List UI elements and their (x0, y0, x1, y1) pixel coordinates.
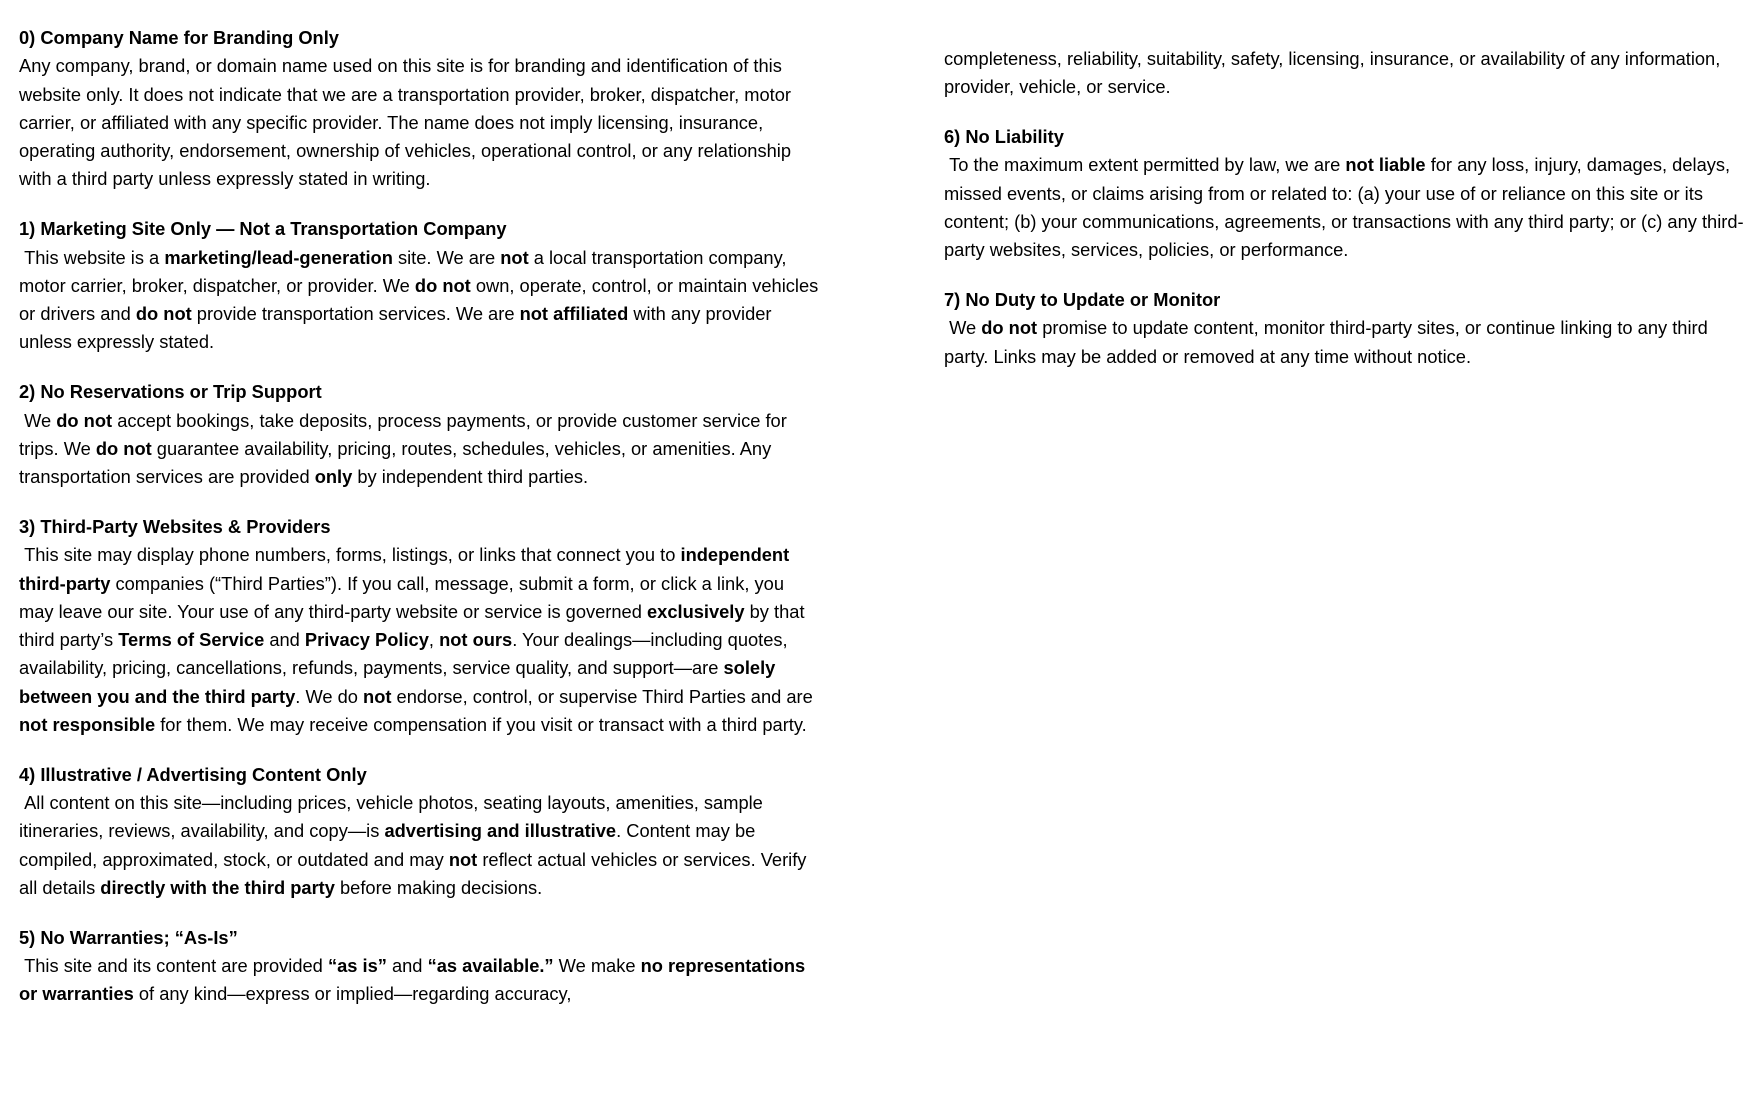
text-run: . We do (295, 685, 364, 707)
text-run-bold: not (500, 246, 529, 268)
text-run: . Your dealings—including quotes, availability, pricing, cancellations, refunds, payments, service quality, and support—are (19, 629, 793, 679)
text-run-bold: not (448, 848, 478, 870)
text-run: provide transportation services. We are (191, 303, 520, 325)
text-run: and (264, 629, 305, 651)
text-run: endorse, control, or supervise Third Parties and are (391, 685, 818, 707)
text-run-bold: do not (56, 409, 113, 431)
text-run-bold: Privacy Policy (304, 629, 429, 651)
text-run-bold: not ours (439, 629, 513, 651)
section-heading: 6) No Liability (944, 126, 1064, 148)
text-run-bold: solely between you and the third party (19, 657, 781, 707)
text-run-bold: not (363, 685, 392, 707)
text-run-bold: do not (95, 437, 152, 459)
text-run: for any loss, injury, damages, delays, missed events, or claims arising from or related to: (a) your use of or reliance on this site or its content; (b) your communications, agreements, or transactions with any third party; or (c) any third-party websites, services, policies, or performance. (944, 154, 1744, 261)
text-run-bold: marketing/lead-generation (164, 246, 393, 268)
section-heading: 1) Marketing Site Only — Not a Transportation Company (19, 218, 507, 240)
section (944, 123, 1747, 264)
text-run: site. We are (392, 246, 501, 268)
section-paragraph (19, 541, 822, 739)
text-run: All content on this site—including prices, vehicle photos, seating layouts, amenities, sample itineraries, reviews, availability, and copy—is (19, 792, 768, 842)
section-paragraph (19, 952, 822, 1009)
section-heading: 2) No Reservations or Trip Support (19, 381, 322, 403)
text-run: before making decisions. (334, 877, 543, 899)
section-paragraph-continued (944, 45, 1747, 102)
text-run-bold: advertising and illustrative (384, 820, 617, 842)
text-run-bold: not affiliated (519, 303, 629, 325)
text-run: , (428, 629, 440, 651)
text-run: This site and its content are provided (19, 955, 328, 977)
text-run: and (386, 955, 428, 977)
text-run: companies (“Third Parties”). If you call, message, submit a form, or click a link, you may leave our site. Your use of any third-party website or service is governed (19, 572, 790, 622)
text-run-bold: not liable (1345, 154, 1426, 176)
right-column (944, 24, 1747, 371)
text-run: . Content may be compiled, approximated, stock, or outdated and may (19, 820, 761, 870)
section (19, 378, 822, 491)
section-heading: 3) Third-Party Websites & Providers (19, 515, 331, 537)
text-run-bold: do not (414, 274, 471, 296)
text-run: completeness, reliability, suitability, safety, licensing, insurance, or availability of any information, provider, vehicle, or service. (944, 48, 1726, 98)
section-paragraph (19, 789, 822, 902)
text-run: We make (553, 955, 641, 977)
section-paragraph (19, 52, 822, 193)
section-continued (944, 45, 1747, 102)
section-heading: 0) Company Name for Branding Only (19, 27, 339, 48)
section-paragraph (944, 151, 1747, 264)
section (19, 761, 822, 902)
text-run: for them. We may receive compensation if you visit or transact with a third party. (155, 714, 807, 736)
text-run-bold: only (314, 466, 353, 488)
text-run: accept bookings, take deposits, process payments, or provide customer service for trips. We (19, 409, 792, 459)
text-run-bold: “as available.” (427, 955, 554, 977)
text-run-bold: do not (981, 317, 1038, 339)
section (944, 286, 1747, 371)
text-run: own, operate, control, or maintain vehicles or drivers and (19, 274, 824, 325)
text-run: guarantee availability, pricing, routes, schedules, vehicles, or amenities. Any transportation services are provided (19, 437, 777, 488)
text-run-bold: Terms of Service (118, 629, 265, 651)
text-run-bold: not responsible (19, 714, 156, 736)
section-heading: 7) No Duty to Update or Monitor (944, 289, 1221, 311)
section-heading: 5) No Warranties; “As-Is” (19, 926, 238, 948)
text-run: with any provider unless expressly stated. (19, 303, 777, 353)
section (19, 24, 822, 194)
text-run-bold: no representations or warranties (19, 955, 811, 1005)
text-run-bold: do not (135, 303, 192, 325)
section-paragraph (19, 244, 822, 357)
text-run-bold: directly with the third party (100, 877, 335, 899)
text-run: promise to update content, monitor third-party sites, or continue linking to any third party. Links may be added or removed at any time without notice. (944, 317, 1713, 367)
text-run-bold: exclusively (646, 600, 745, 622)
section (19, 215, 822, 356)
text-run-bold: independent third-party (19, 544, 795, 594)
text-run: by that third party’s (19, 600, 810, 651)
text-run: To the maximum extent permitted by law, we are (944, 154, 1346, 176)
section (19, 513, 822, 739)
text-run: by independent third parties. (352, 466, 589, 488)
text-run: This site may display phone numbers, forms, listings, or links that connect you to (19, 544, 681, 566)
section-paragraph (944, 314, 1747, 371)
text-run: Any company, brand, or domain name used on this site is for branding and identification of this website only. It does not indicate that we are a transportation provider, broker, dispatcher, motor carrier, or affiliated with any specific provider. The name does not imply licensing, insurance, operating authority, endorsement, ownership of vehicles, operational control, or any relationship with a third party unless expressly stated in writing. (19, 55, 797, 190)
text-run: reflect actual vehicles or services. Verify all details (19, 848, 812, 899)
section-paragraph (19, 407, 822, 492)
left-column (19, 24, 822, 1009)
section-heading: 4) Illustrative / Advertising Content Only (19, 763, 367, 785)
text-run: a local transportation company, motor carrier, broker, dispatcher, or provider. We (19, 246, 792, 296)
text-run: We (944, 317, 982, 339)
section (19, 924, 822, 1009)
text-run: of any kind—express or implied—regarding accuracy, (133, 983, 572, 1005)
text-run: We (19, 409, 57, 431)
text-run: This website is a (19, 246, 165, 268)
text-run-bold: “as is” (327, 955, 387, 977)
